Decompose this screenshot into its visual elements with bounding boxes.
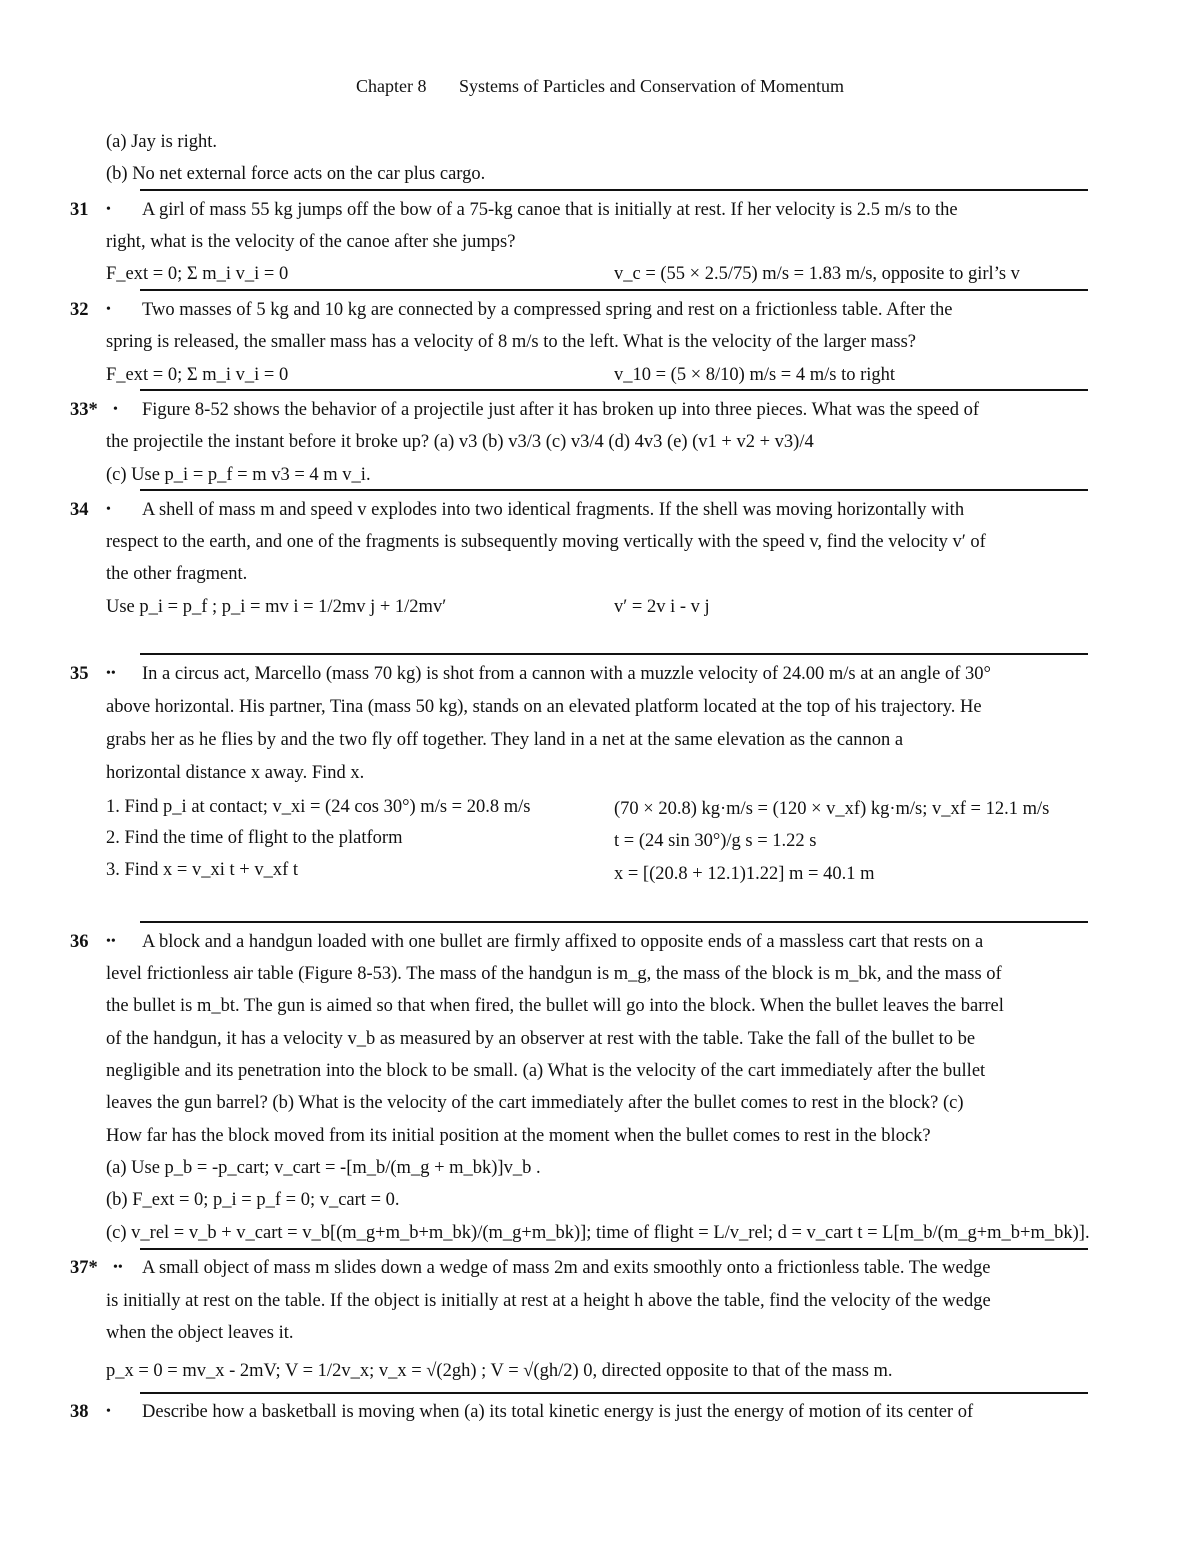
problem-text: respect to the earth, and one of the fragments is subsequently moving vertically with the speed v, find the velocity v′ of	[106, 532, 986, 552]
problem-number: 35	[70, 664, 89, 684]
divider	[140, 653, 1088, 655]
answer-c: (c) v_rel = v_b + v_cart = v_b[(m_g+m_b+m_bk)/(m_g+m_bk)]; time of flight = L/v_rel; d = v_cart t = L[m_b/(m_g+m_b+m_bk)].	[106, 1223, 1090, 1243]
problem-text: level frictionless air table (Figure 8-53). The mass of the handgun is m_g, the mass of the block is m_bk, and the mass of	[106, 964, 1002, 984]
difficulty-marker: ••	[106, 666, 116, 681]
solution-result: t = (24 sin 30°)/g s = 1.22 s	[614, 831, 817, 851]
problem-text: A shell of mass m and speed v explodes into two identical fragments. If the shell was moving horizontally with	[142, 500, 965, 520]
problem-text: the bullet is m_bt. The gun is aimed so that when fired, the bullet will go into the block. When the bullet leaves the barrel	[106, 996, 1004, 1016]
answer-b: (b) F_ext = 0; p_i = p_f = 0; v_cart = 0.	[106, 1190, 400, 1210]
answer-left: Use p_i = p_f ; p_i = mv i = 1/2mv j + 1/2mv′	[106, 597, 447, 617]
problem-text: Two masses of 5 kg and 10 kg are connected by a compressed spring and rest on a frictionless table. After the	[142, 300, 953, 320]
problem-text: A girl of mass 55 kg jumps off the bow of a 75-kg canoe that is initially at rest. If her velocity is 2.5 m/s to the	[142, 200, 958, 220]
prev-answer-b: (b) No net external force acts on the car plus cargo.	[106, 164, 486, 184]
difficulty-marker: •	[106, 302, 111, 317]
divider	[140, 489, 1088, 491]
solution-step: 2. Find the time of flight to the platform	[106, 828, 403, 848]
problem-text: of the handgun, it has a velocity v_b as measured by an observer at rest with the table. Take the fall of the bullet to be	[106, 1029, 976, 1049]
divider	[140, 921, 1088, 923]
divider	[140, 1248, 1088, 1250]
chapter-label: Chapter 8	[356, 76, 427, 96]
problem-text: Figure 8-52 shows the behavior of a projectile just after it has broken up into three pieces. What was the speed of	[142, 400, 980, 420]
problem-text: A block and a handgun loaded with one bullet are firmly affixed to opposite ends of a massless cart that rests on a	[142, 932, 984, 952]
problem-number: 34	[70, 500, 89, 520]
difficulty-marker: ••	[113, 1260, 123, 1275]
problem-number: 33*	[70, 400, 98, 420]
problem-number: 32	[70, 300, 89, 320]
problem-number: 37*	[70, 1258, 98, 1278]
divider	[140, 1392, 1088, 1394]
answer: (c) Use p_i = p_f = m v3 = 4 m v_i.	[106, 465, 371, 485]
difficulty-marker: •	[106, 1404, 111, 1419]
problem-text: the projectile the instant before it broke up? (a) v3 (b) v3/3 (c) v3/4 (d) 4v3 (e) (v1 + v2 + v3)/4	[106, 432, 814, 452]
problem-number: 31	[70, 200, 89, 220]
solution-result: (70 × 20.8) kg·m/s = (120 × v_xf) kg·m/s; v_xf = 12.1 m/s	[614, 799, 1050, 819]
problem-text: spring is released, the smaller mass has a velocity of 8 m/s to the left. What is the velocity of the larger mass?	[106, 332, 917, 352]
solution-step: 3. Find x = v_xi t + v_xf t	[106, 860, 299, 880]
solution-result: x = [(20.8 + 12.1)1.22] m = 40.1 m	[614, 864, 875, 884]
solution-step: 1. Find p_i at contact; v_xi = (24 cos 30°) m/s = 20.8 m/s	[106, 797, 531, 817]
answer-right: v_10 = (5 × 8/10) m/s = 4 m/s to right	[614, 365, 896, 385]
divider	[140, 189, 1088, 191]
problem-text: the other fragment.	[106, 564, 248, 584]
answer-right: v′ = 2v i - v j	[614, 597, 710, 617]
answer: p_x = 0 = mv_x - 2mV; V = 1/2v_x; v_x = √(2gh) ; V = √(gh/2) 0, directed opposite to that of the mass m.	[106, 1361, 893, 1381]
problem-text: leaves the gun barrel? (b) What is the velocity of the cart immediately after the bullet comes to rest in the block? (c)	[106, 1093, 964, 1113]
problem-text: negligible and its penetration into the block to be small. (a) What is the velocity of the cart immediately after the bullet	[106, 1061, 986, 1081]
problem-text: when the object leaves it.	[106, 1323, 294, 1343]
problem-text: A small object of mass m slides down a wedge of mass 2m and exits smoothly onto a frictionless table. The wedge	[142, 1258, 991, 1278]
difficulty-marker: •	[106, 502, 111, 517]
problem-text: horizontal distance x away. Find x.	[106, 763, 365, 783]
problem-text: In a circus act, Marcello (mass 70 kg) is shot from a cannon with a muzzle velocity of 24.00 m/s at an angle of 30°	[142, 664, 991, 684]
answer-left: F_ext = 0; Σ m_i v_i = 0	[106, 264, 289, 284]
problem-text: above horizontal. His partner, Tina (mass 50 kg), stands on an elevated platform located at the top of his trajectory. He	[106, 697, 982, 717]
difficulty-marker: ••	[106, 934, 116, 949]
problem-number: 36	[70, 932, 89, 952]
answer-right: v_c = (55 × 2.5/75) m/s = 1.83 m/s, opposite to girl’s v	[614, 264, 1020, 284]
divider	[140, 289, 1088, 291]
problem-number: 38	[70, 1402, 89, 1422]
problem-text: is initially at rest on the table. If the object is initially at rest at a height h above the table, find the velocity of the wedge	[106, 1291, 991, 1311]
page-header	[0, 76, 1200, 97]
divider	[140, 389, 1088, 391]
difficulty-marker: •	[106, 202, 111, 217]
answer-left: F_ext = 0; Σ m_i v_i = 0	[106, 365, 289, 385]
problem-text: grabs her as he flies by and the two fly off together. They land in a net at the same elevation as the cannon a	[106, 730, 904, 750]
problem-text: How far has the block moved from its initial position at the moment when the bullet comes to rest in the block?	[106, 1126, 931, 1146]
difficulty-marker: •	[113, 402, 118, 417]
answer-a: (a) Use p_b = -p_cart; v_cart = -[m_b/(m_g + m_bk)]v_b .	[106, 1158, 541, 1178]
problem-text: Describe how a basketball is moving when (a) its total kinetic energy is just the energy of motion of its center of	[142, 1402, 974, 1422]
problem-text: right, what is the velocity of the canoe after she jumps?	[106, 232, 516, 252]
chapter-title: Systems of Particles and Conservation of Momentum	[459, 76, 844, 96]
prev-answer-a: (a) Jay is right.	[106, 132, 217, 152]
